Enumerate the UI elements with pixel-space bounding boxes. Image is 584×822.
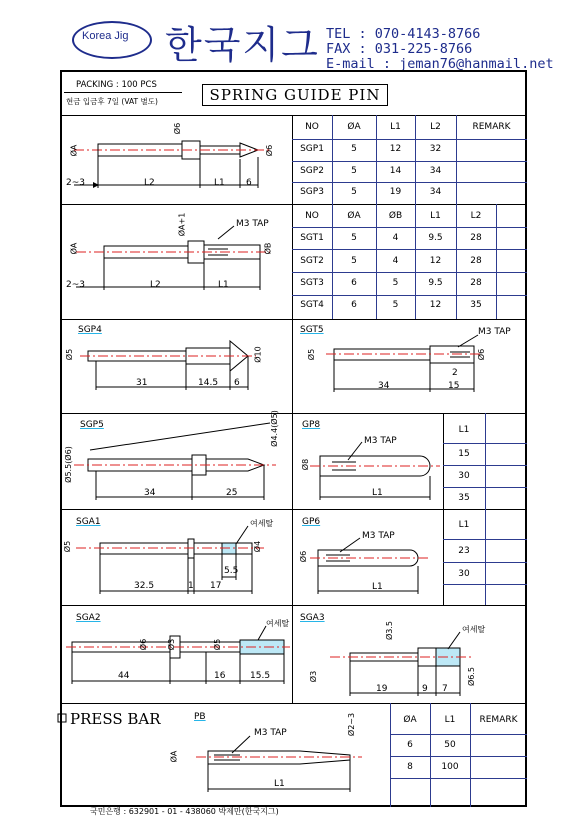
sga2-d5: Ø5 [213,638,223,651]
d1-dim23: 2~3 [66,178,85,188]
sgt-cell: 9.5 [428,278,443,288]
sgt-header-b: ØB [388,211,403,221]
sgp-cell: 34 [429,166,442,176]
sgt-header-l2: L2 [470,211,482,221]
gp8-name: GP8 [302,420,321,430]
sgt-cell: SGT2 [300,256,324,266]
sgp-header-remark: REMARK [472,122,511,132]
sgt-cell: 5 [392,300,399,310]
d1-l2: L2 [144,178,155,188]
sga1-b: 1 [188,581,194,591]
press-bar-name: PB [194,712,206,722]
sga3-a: 19 [376,684,388,694]
gp6-drawing [310,538,428,594]
sga1-d5: Ø5 [63,540,73,553]
sga1-note: 여세탈 [250,519,274,528]
sga1-c: 17 [210,581,222,591]
d2-dimb: ØB [263,242,273,255]
sgt-cell: 12 [429,256,442,266]
sgp5-d44: Ø4.4(Ø5) [269,410,279,447]
sgt5-a: 2 [452,368,458,378]
d2-m3: M3 TAP [236,219,269,229]
pb-header-a: ØA [403,715,417,725]
sga3-d35: Ø3.5 [385,620,395,641]
sgt-cell: 28 [470,278,482,288]
sgp-cell: 19 [389,187,402,197]
sga2-d6: Ø6 [139,638,149,651]
sgp5-a: 34 [144,488,156,498]
sga1-name: SGA1 [76,517,101,527]
sga2-c: 15.5 [250,671,271,681]
tel-line: TEL : 070-4143-8766 [326,26,481,42]
gp6-l1: L1 [372,582,383,592]
sgt-cell: 28 [470,233,482,243]
d2-dima1: ØA+1 [177,212,187,237]
press-bar-m3: M3 TAP [254,728,287,738]
d1-dim6v: Ø6 [173,122,183,135]
gp6-name: GP6 [302,517,321,527]
sgp5-b: 25 [226,488,238,498]
press-bar-d23: Ø2~3 [347,712,357,737]
gp6-l1-header: L1 [458,520,470,530]
sga3-note: 여세탈 [462,625,486,634]
sgp-cell: SGP2 [300,166,324,176]
sga3-d3: Ø3 [309,670,319,683]
sgp-cell: 32 [429,144,442,154]
gp8-m3: M3 TAP [364,436,397,446]
sga2-name: SGA2 [76,613,101,623]
gp6-m3: M3 TAP [362,531,395,541]
sgt-cell: 6 [351,278,357,288]
sgt5-m3: M3 TAP [478,327,511,337]
sgp-cell: 34 [429,187,442,197]
d1-d6: 6 [246,178,252,188]
sgt5-d6: Ø6 [477,348,487,361]
sga2-b: 16 [214,671,226,681]
sgt-cell: 5 [351,256,357,266]
logo-text: Korea Jig [82,30,129,42]
sgt-cell: 28 [470,256,482,266]
gp6-l1-value: 23 [458,546,470,556]
gp8-l1-value: 30 [458,471,470,481]
pb-cell: 6 [407,740,413,750]
pb-cell: 8 [407,762,413,772]
pb-header-remark: REMARK [479,715,518,725]
sgt-header-no: NO [305,211,319,221]
sgp5-d556: Ø5.5(Ø6) [63,446,73,483]
fax-line: FAX : 031-225-8766 [326,41,473,57]
sga2-d3: Ø3 [167,638,177,651]
sgt-pin-drawing [76,226,273,290]
sgp4-d5: Ø5 [65,348,75,361]
sgt5-name: SGT5 [300,325,324,335]
sga3-name: SGA3 [300,613,325,623]
sgp-header-no: NO [305,122,319,132]
sgt-cell: 4 [392,233,399,243]
packing-note: 현금 입금후 7일 (VAT 별도) [66,97,158,106]
page-title: SPRING GUIDE PIN [202,84,388,106]
sga2-a: 44 [118,671,130,681]
pb-cell: 100 [441,762,459,772]
sga1-d4: Ø4 [253,540,263,553]
d2-dim23: 2~3 [66,280,85,290]
d1-dima: ØA [69,144,79,157]
d2-l2: L2 [150,280,161,290]
press-bar-title: PRESS BAR [70,710,161,728]
sgp-header-l2: L2 [430,122,441,132]
sgp-cell: 5 [351,144,357,154]
sgp4-name: SGP4 [78,325,102,335]
d1-dim6h: Ø6 [265,144,275,157]
sga2-note: 여세탈 [266,619,290,628]
gp8-d8: Ø8 [301,458,311,471]
d2-dima: ØA [69,242,79,255]
sga3-drawing [330,632,477,696]
gp6-d6: Ø6 [299,550,309,563]
sgp4-d10: Ø10 [253,346,263,363]
sgt-cell: 5 [392,278,399,288]
sgt5-b: 34 [378,381,390,391]
pb-header-l1: L1 [444,715,456,725]
footer-bank: 국민은행 : 632901 - 01 - 438060 박제만(한국지그) [90,807,279,816]
sgp-pin-drawing [74,141,270,188]
gp6-l1-value: 30 [458,569,470,579]
sgt-cell: 35 [470,300,482,310]
sgp4-a: 31 [136,378,148,388]
sgt-header-a: ØA [347,211,361,221]
sgp-cell: SGP1 [300,144,324,154]
sga1-d: 5.5 [224,566,239,576]
sgt-header-l1: L1 [430,211,441,221]
d2-l1: L1 [218,280,229,290]
sga3-c: 7 [442,684,448,694]
gp8-l1-value: 15 [458,449,470,459]
sgp-cell: 12 [389,144,402,154]
sgp4-b: 14.5 [198,378,219,388]
sgp-header-l1: L1 [390,122,401,132]
pb-cell: 50 [444,740,456,750]
sgt-cell: 12 [429,300,442,310]
sgp-cell: 14 [389,166,402,176]
press-bar-l1: L1 [274,779,285,789]
sgp-cell: 5 [351,187,357,197]
sgp-header-a: ØA [347,122,361,132]
sgp5-drawing [74,423,276,500]
sgp-cell: SGP3 [300,187,324,197]
sgt5-d5: Ø5 [307,348,317,361]
sgp4-c: 6 [234,378,240,388]
sgp4-drawing [80,341,256,390]
sgt-cell: 9.5 [428,233,443,243]
email-line: E-mail : jeman76@hanmail.net [326,56,554,72]
sgt-cell: 6 [351,300,357,310]
sgt-cell: 5 [351,233,357,243]
sgt-cell: SGT4 [300,300,324,310]
sgt5-c: 15 [448,381,460,391]
sga1-drawing [76,526,264,594]
packing-label: PACKING : 100 PCS [76,80,157,90]
sgt-cell: 4 [392,256,399,266]
sga3-d65: Ø6.5 [467,666,477,687]
sgp-cell: 5 [351,166,357,176]
gp8-l1-value: 35 [458,493,470,503]
sgt-cell: SGT1 [300,233,324,243]
sgt-cell: SGT3 [300,278,324,288]
gp8-l1-header: L1 [458,425,470,435]
d1-l1: L1 [214,178,225,188]
sga3-b: 9 [422,684,428,694]
sga1-a: 32.5 [134,581,155,591]
company-name: 한국지그 [165,23,320,67]
gp8-l1: L1 [372,488,383,498]
sgp5-name: SGP5 [80,420,104,430]
press-bar-da: ØA [169,750,179,763]
